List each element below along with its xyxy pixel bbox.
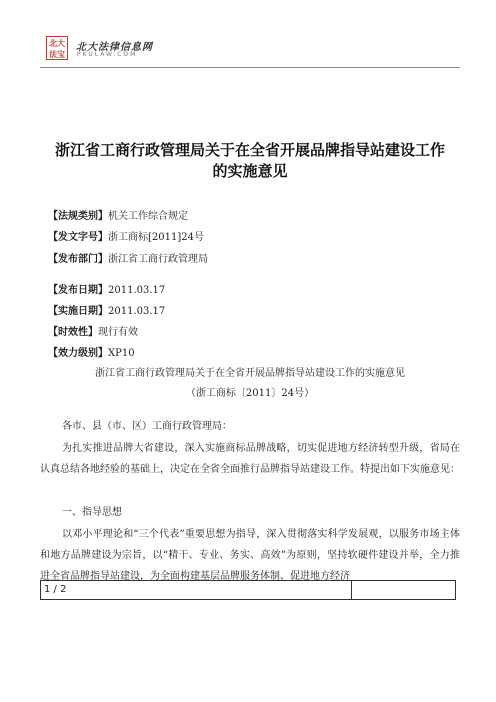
meta-category xyxy=(48,207,188,222)
pkulaw-logo: 北大法宝 xyxy=(46,36,68,60)
meta-effective-date xyxy=(48,302,165,317)
page-number: 1 / 2 xyxy=(44,584,67,595)
meta-value: XP10 xyxy=(108,348,135,359)
footer-divider xyxy=(351,581,352,599)
meta-key: 【发布部门】 xyxy=(48,254,108,265)
paragraph-guiding: 以邓小平理论和“三个代表”重要思想为指导，深入贯彻落实科学发展观，以服务市场主体和地方品牌建设为宗旨，以“精干、专业、务实、高效”为原则，坚持软硬件建设并举，全力推进全省品牌指导站建设，为全面构建基层品牌服务体制、促进地方经济 xyxy=(40,529,460,582)
page-footer xyxy=(40,580,456,600)
meta-key: 【发布日期】 xyxy=(48,285,108,296)
body-doc-number: （浙工商标〔2011〕24号） xyxy=(185,388,315,399)
paragraph-heading-1: 一、指导思想 xyxy=(62,507,122,518)
body-doc-title: 浙江省工商行政管理局关于在全省开展品牌指导站建设工作的实施意见 xyxy=(95,368,405,379)
meta-value: 浙工商标[2011]24号 xyxy=(108,232,204,243)
paragraph-salutation: 各市、县（市、区）工商行政管理局： xyxy=(62,421,232,432)
site-name: 北大法律信息网 xyxy=(76,42,153,53)
meta-key: 【时效性】 xyxy=(48,327,98,338)
meta-key: 【效力级别】 xyxy=(48,348,108,359)
meta-value: 2011.03.17 xyxy=(108,285,166,296)
meta-key: 【实施日期】 xyxy=(48,306,108,317)
meta-value: 2011.03.17 xyxy=(108,306,166,317)
meta-level xyxy=(48,344,135,359)
meta-value: 机关工作综合规定 xyxy=(108,211,188,222)
meta-validity xyxy=(48,323,138,338)
meta-doc-number xyxy=(48,228,204,243)
meta-key: 【发文字号】 xyxy=(48,232,108,243)
meta-publish-date xyxy=(48,281,165,296)
page-header xyxy=(40,30,460,66)
meta-issuer xyxy=(48,250,208,265)
meta-value: 现行有效 xyxy=(98,327,138,338)
site-url: PKULAW.COM xyxy=(77,51,138,58)
meta-key: 【法规类别】 xyxy=(48,211,108,222)
meta-value: 浙江省工商行政管理局 xyxy=(108,254,208,265)
paragraph-intro: 为扎实推进品牌大省建设，深入实施商标品牌战略，切实促进地方经济转型升级，省局在认真总结各地经验的基础上，决定在全省全面推行品牌指导站建设工作。特提出如下实施意见： xyxy=(40,443,460,475)
header-divider xyxy=(40,67,460,68)
title-line-1: 浙江省工商行政管理局关于在全省开展品牌指导站建设工作 xyxy=(54,141,445,159)
title-line-2: 的实施意见 xyxy=(212,162,288,180)
document-title xyxy=(40,140,460,182)
